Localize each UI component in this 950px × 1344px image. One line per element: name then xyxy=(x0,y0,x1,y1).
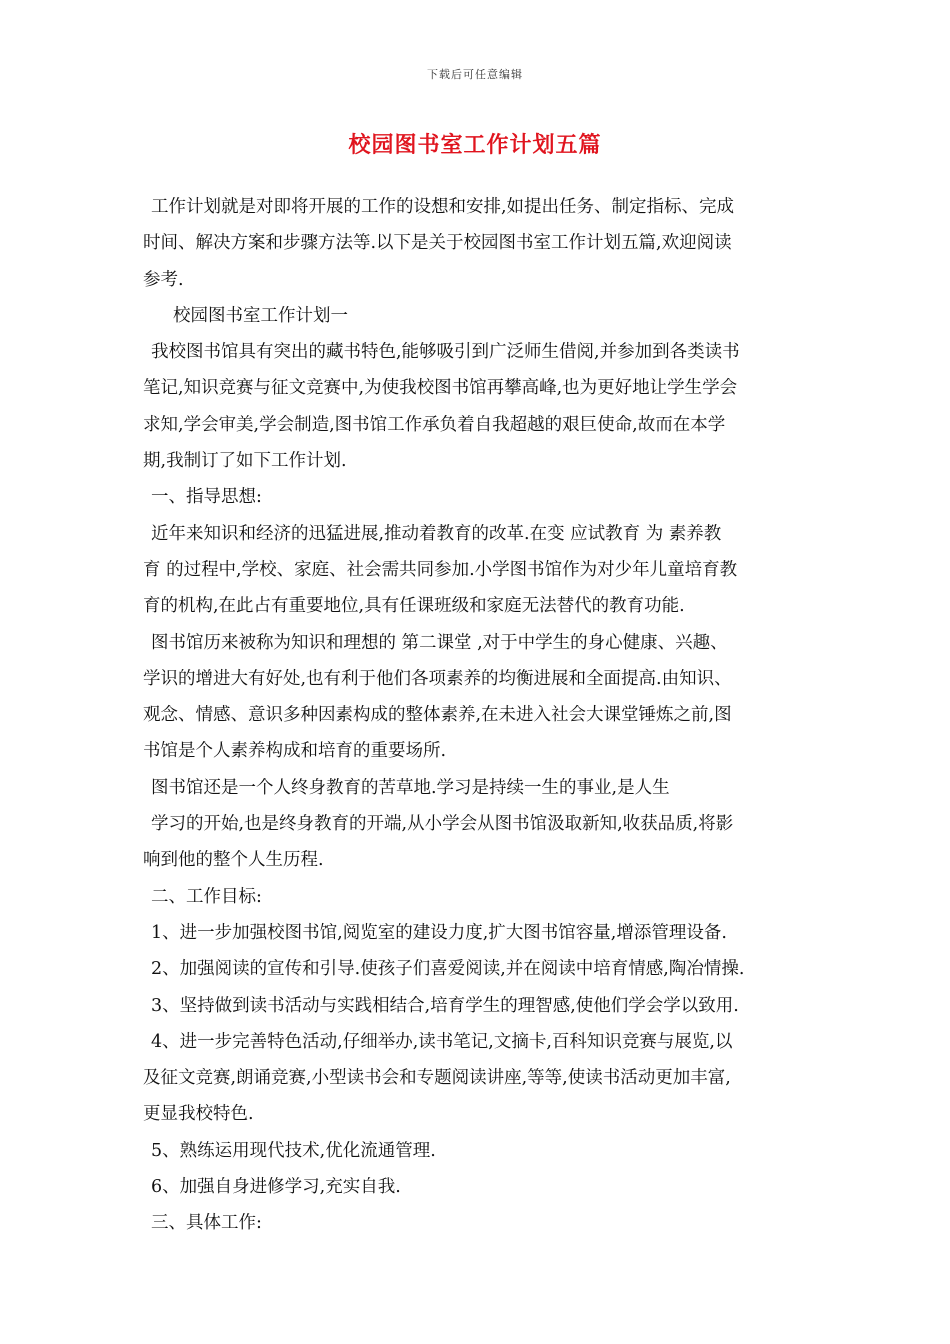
paragraph-line: 参考. xyxy=(143,269,184,290)
paragraph-line: 响到他的整个人生历程. xyxy=(143,850,324,871)
paragraph-line: 育的机构,在此占有重要地位,具有任课班级和家庭无法替代的教育功能. xyxy=(143,596,685,617)
paragraph-line: 工作计划就是对即将开展的工作的设想和安排,如提出任务、制定指标、完成 xyxy=(151,197,735,217)
paragraph-line: 学识的增进大有好处,也有利于他们各项素养的均衡进展和全面提高.由知识、 xyxy=(143,668,732,689)
list-item: 5、熟练运用现代技术,优化流通管理. xyxy=(151,1140,436,1161)
paragraph-line: 图书馆还是一个人终身教育的苦草地.学习是持续一生的事业,是人生 xyxy=(151,777,670,798)
paragraph-line: 笔记,知识竞赛与征文竞赛中,为使我校图书馆再攀高峰,也为更好地让学生学会 xyxy=(143,378,738,399)
list-item-continuation: 更显我校特色. xyxy=(143,1104,254,1125)
document-body xyxy=(143,189,815,1242)
list-item-continuation: 及征文竞赛,朗诵竞赛,小型读书会和专题阅读讲座,等等,使读书活动更加丰富, xyxy=(143,1068,731,1089)
header-note: 下载后可任意编辑 xyxy=(427,68,523,81)
list-item: 3、坚持做到读书活动与实践相结合,培育学生的理智感,使他们学会学以致用. xyxy=(151,995,739,1016)
document-title: 校园图书室工作计划五篇 xyxy=(348,132,602,158)
section-heading: 一、指导思想: xyxy=(151,487,262,508)
paragraph-line: 近年来知识和经济的迅猛进展,推动着教育的改革.在变 应试教育 为 素养教 xyxy=(151,523,722,544)
paragraph-line: 求知,学会审美,学会制造,图书馆工作承负着自我超越的艰巨使命,故而在本学 xyxy=(143,414,726,435)
paragraph-line: 时间、解决方案和步骤方法等.以下是关于校园图书室工作计划五篇,欢迎阅读 xyxy=(143,233,732,254)
list-item: 1、进一步加强校图书馆,阅览室的建设力度,扩大图书馆容量,增添管理设备. xyxy=(151,922,727,943)
list-item: 6、加强自身进修学习,充实自我. xyxy=(151,1177,401,1198)
list-item: 2、加强阅读的宣传和引导.使孩子们喜爱阅读,并在阅读中培育情感,陶冶情操. xyxy=(151,959,745,980)
paragraph-line: 观念、情感、意识多种因素构成的整体素养,在未进入社会大课堂锤炼之前,图 xyxy=(143,705,732,726)
section-heading: 校园图书室工作计划一 xyxy=(173,305,348,326)
paragraph-line: 图书馆历来被称为知识和理想的 第二课堂 ,对于中学生的身心健康、兴趣、 xyxy=(151,632,728,653)
section-heading: 二、工作目标: xyxy=(151,886,262,907)
paragraph-line: 育 的过程中,学校、家庭、社会需共同参加.小学图书馆作为对少年儿童培育教 xyxy=(143,559,738,580)
list-item: 4、进一步完善特色活动,仔细举办,读书笔记,文摘卡,百科知识竞赛与展览,以 xyxy=(151,1031,733,1052)
paragraph-line: 学习的开始,也是终身教育的开端,从小学会从图书馆汲取新知,收获品质,将影 xyxy=(151,814,734,835)
paragraph-line: 期,我制订了如下工作计划. xyxy=(143,451,347,472)
section-heading: 三、具体工作: xyxy=(151,1213,262,1234)
paragraph-line: 我校图书馆具有突出的藏书特色,能够吸引到广泛师生借阅,并参加到各类读书 xyxy=(151,342,740,363)
paragraph-line: 书馆是个人素养构成和培育的重要场所. xyxy=(143,741,447,762)
